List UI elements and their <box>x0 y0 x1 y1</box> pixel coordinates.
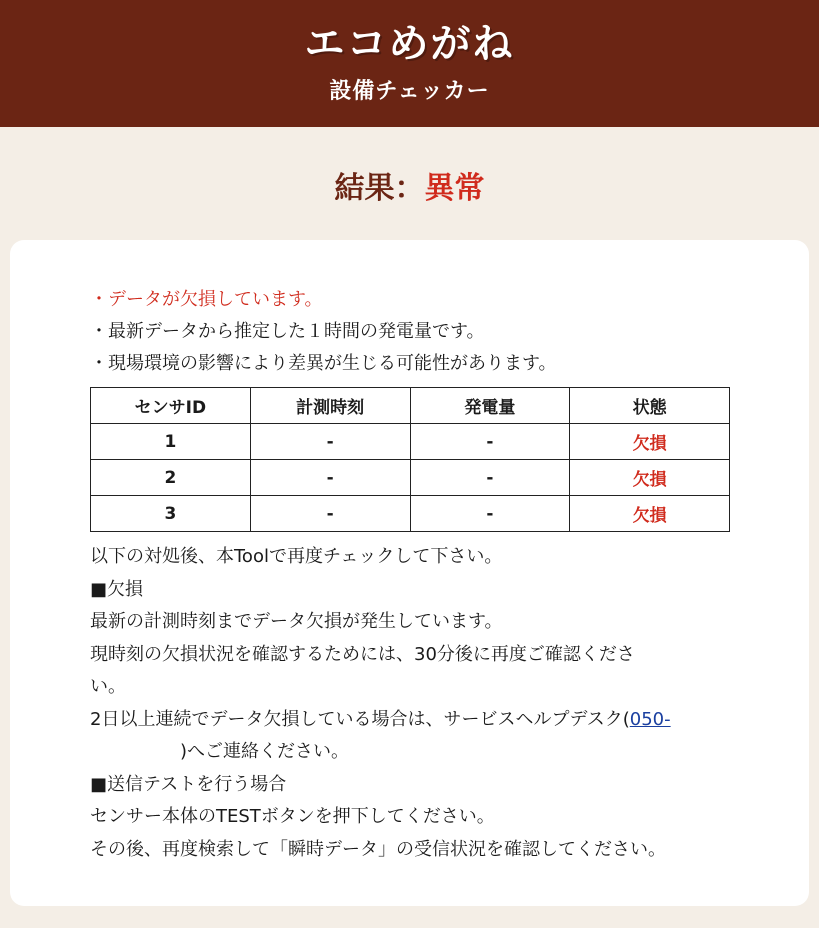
result-card <box>10 240 809 906</box>
table-row <box>91 496 730 532</box>
app-logo: エコめがね <box>304 21 515 67</box>
note-estimate: ・最新データから推定した１時間の発電量です。 <box>90 321 485 342</box>
cell-generation: - <box>410 496 570 532</box>
column-header-status: 状態 <box>570 388 730 424</box>
table-row <box>91 424 730 460</box>
cell-status: 欠損 <box>570 460 730 496</box>
missing-line-2a: 現時刻の欠損状況を確認するためには、30分後に再度ご確認くださ <box>90 643 635 665</box>
result-label: 結果： <box>334 171 425 206</box>
result-title <box>0 163 819 207</box>
note-missing-data: ・データが欠損しています。 <box>90 289 323 310</box>
test-line-2: その後、再度検索して「瞬時データ」の受信状況を確認してください。 <box>90 838 666 860</box>
instructions-intro: 以下の対処後、本Toolで再度チェックして下さい。 <box>90 546 503 567</box>
cell-generation: - <box>410 460 570 496</box>
cell-sensor-id: 3 <box>91 496 251 532</box>
table-row <box>91 460 730 496</box>
sensor-table <box>90 387 730 532</box>
test-heading: ■送信テストを行う場合 <box>90 773 287 795</box>
cell-time: - <box>250 460 410 496</box>
cell-status: 欠損 <box>570 424 730 460</box>
cell-status: 欠損 <box>570 496 730 532</box>
column-header-time: 計測時刻 <box>250 388 410 424</box>
notes-list <box>90 284 557 380</box>
contact-text: )へご連絡ください。 <box>180 741 350 762</box>
cell-time: - <box>250 496 410 532</box>
redacted-phone <box>90 756 180 757</box>
app-header <box>0 0 819 127</box>
missing-line-3a <box>90 704 730 737</box>
missing-line-3b <box>90 736 730 769</box>
cell-sensor-id: 1 <box>91 424 251 460</box>
cell-sensor-id: 2 <box>91 460 251 496</box>
result-status: 異常 <box>424 171 485 206</box>
cell-time: - <box>250 424 410 460</box>
column-header-sensor-id: センサID <box>91 388 251 424</box>
test-line-1: センサー本体のTESTボタンを押下してください。 <box>90 806 495 827</box>
helpdesk-phone-link[interactable]: 050- <box>629 708 671 730</box>
helpdesk-text: 2日以上連続でデータ欠損している場合は、サービスヘルプデスク( <box>90 708 630 730</box>
column-header-generation: 発電量 <box>410 388 570 424</box>
instructions <box>90 541 730 866</box>
missing-line-1: 最新の計測時刻までデータ欠損が発生しています。 <box>90 611 503 632</box>
missing-line-2b: い。 <box>90 676 126 697</box>
table-header-row <box>91 388 730 424</box>
app-subtitle: 設備チェッカー <box>329 79 490 104</box>
note-environment: ・現場環境の影響により差異が生じる可能性があります。 <box>90 353 557 374</box>
cell-generation: - <box>410 424 570 460</box>
missing-heading: ■欠損 <box>90 578 144 600</box>
